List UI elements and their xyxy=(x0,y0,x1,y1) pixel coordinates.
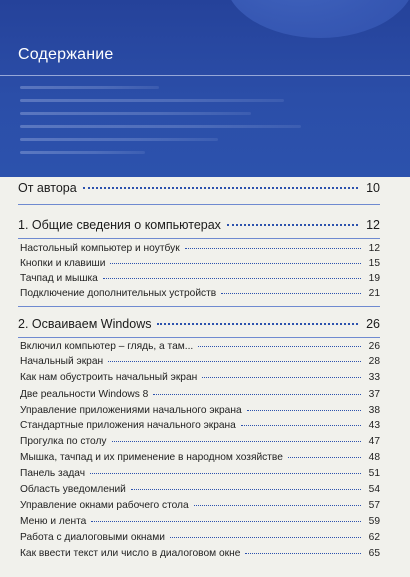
toc-subentry-label: Подключение дополнительных устройств xyxy=(20,288,217,299)
toc-subentry[interactable] xyxy=(0,532,410,543)
toc-subentry-label: Начальный экран xyxy=(20,356,104,367)
toc-chapter-2[interactable] xyxy=(0,317,410,331)
toc-subentry[interactable] xyxy=(0,436,410,447)
toc-entry-label: От автора xyxy=(18,181,77,195)
toc-subentry-label: Включил компьютер – глядь, а там... xyxy=(20,341,194,352)
decorative-circle xyxy=(225,0,410,38)
toc-page-number: 59 xyxy=(368,516,380,527)
toc-subentry-label: Управление окнами рабочего стола xyxy=(20,500,189,511)
dot-leader xyxy=(170,537,361,538)
toc-page-number: 33 xyxy=(368,372,380,383)
toc-subentry[interactable] xyxy=(0,500,410,511)
toc-page-number: 12 xyxy=(366,218,380,232)
dot-leader xyxy=(83,187,358,189)
dot-leader xyxy=(90,473,361,474)
dot-leader xyxy=(245,553,361,554)
toc-page-number: 15 xyxy=(368,258,380,269)
show-through-text xyxy=(20,86,350,164)
toc-subentry[interactable] xyxy=(0,420,410,431)
toc-subentry[interactable] xyxy=(0,341,410,352)
toc-subentry-label: Управление приложениями начального экрана xyxy=(20,405,242,416)
toc-page-number: 57 xyxy=(368,500,380,511)
toc-subentry[interactable] xyxy=(0,468,410,479)
toc-subentry-label: Прогулка по столу xyxy=(20,436,107,447)
toc-subentry[interactable] xyxy=(0,452,410,463)
toc-subentry-label: Панель задач xyxy=(20,468,86,479)
toc-page-number: 51 xyxy=(368,468,380,479)
toc-subentry[interactable] xyxy=(0,405,410,416)
toc-page-number: 21 xyxy=(368,288,380,299)
toc-subentry-label: Как нам обустроить начальный экран xyxy=(20,372,198,383)
toc-subentry[interactable] xyxy=(0,243,410,254)
toc-subentry-label: Мышка, тачпад и их применение в народном хозяйстве xyxy=(20,452,283,463)
section-divider xyxy=(18,204,380,205)
dot-leader xyxy=(194,505,361,506)
title-divider xyxy=(0,75,410,76)
toc-page-number: 10 xyxy=(366,181,380,195)
chapter-title: 2. Осваиваем Windows xyxy=(18,317,152,331)
toc-entry-author[interactable] xyxy=(0,181,410,195)
toc-subentry-label: Стандартные приложения начального экрана xyxy=(20,420,236,431)
section-divider xyxy=(18,337,380,338)
toc-subentry[interactable] xyxy=(0,288,410,299)
toc-subentry-label: Настольный компьютер и ноутбук xyxy=(20,243,180,254)
toc-page-number: 43 xyxy=(368,420,380,431)
toc-subentry[interactable] xyxy=(0,516,410,527)
toc-subentry-label: Тачпад и мышка xyxy=(20,273,98,284)
toc-subentry[interactable] xyxy=(0,548,410,559)
dot-leader xyxy=(112,441,362,442)
dot-leader xyxy=(288,457,361,458)
dot-leader xyxy=(91,521,361,522)
toc-subentry-label: Меню и лента xyxy=(20,516,87,527)
toc-subentry-label: Область уведомлений xyxy=(20,484,126,495)
toc-subentry[interactable] xyxy=(0,372,410,383)
toc-subentry[interactable] xyxy=(0,273,410,284)
toc-page-number: 65 xyxy=(368,548,380,559)
toc-page-number: 38 xyxy=(368,405,380,416)
toc-page-number: 62 xyxy=(368,532,380,543)
toc-page-number: 37 xyxy=(368,389,380,400)
toc-chapter-1[interactable] xyxy=(0,218,410,232)
toc-page-number: 28 xyxy=(368,356,380,367)
dot-leader xyxy=(247,410,361,411)
toc-page-number: 48 xyxy=(368,452,380,463)
dot-leader xyxy=(108,361,361,362)
toc-page-number: 47 xyxy=(368,436,380,447)
toc-page-number: 12 xyxy=(368,243,380,254)
dot-leader xyxy=(221,293,361,294)
toc-subentry-label: Две реальности Windows 8 xyxy=(20,389,149,400)
toc-subentry[interactable] xyxy=(0,389,410,400)
dot-leader xyxy=(157,323,358,325)
toc-subentry[interactable] xyxy=(0,484,410,495)
toc-subentry-label: Как ввести текст или число в диалоговом окне xyxy=(20,548,241,559)
toc-subentry-label: Кнопки и клавиши xyxy=(20,258,106,269)
dot-leader xyxy=(198,346,361,347)
dot-leader xyxy=(131,489,361,490)
toc-subentry[interactable] xyxy=(0,356,410,367)
dot-leader xyxy=(103,278,361,279)
header-banner xyxy=(0,0,410,177)
page-title: Содержание xyxy=(18,46,114,63)
dot-leader xyxy=(153,394,361,395)
dot-leader xyxy=(185,248,361,249)
toc-subentry-label: Работа с диалоговыми окнами xyxy=(20,532,165,543)
dot-leader xyxy=(202,377,361,378)
dot-leader xyxy=(110,263,361,264)
dot-leader xyxy=(241,425,361,426)
dot-leader xyxy=(227,224,358,226)
section-divider xyxy=(18,306,380,307)
toc-page-number: 26 xyxy=(366,317,380,331)
toc-page-number: 19 xyxy=(368,273,380,284)
chapter-title: 1. Общие сведения о компьютерах xyxy=(18,218,221,232)
section-divider xyxy=(18,238,380,239)
toc-subentry[interactable] xyxy=(0,258,410,269)
toc-page-number: 54 xyxy=(368,484,380,495)
toc-page-number: 26 xyxy=(368,341,380,352)
